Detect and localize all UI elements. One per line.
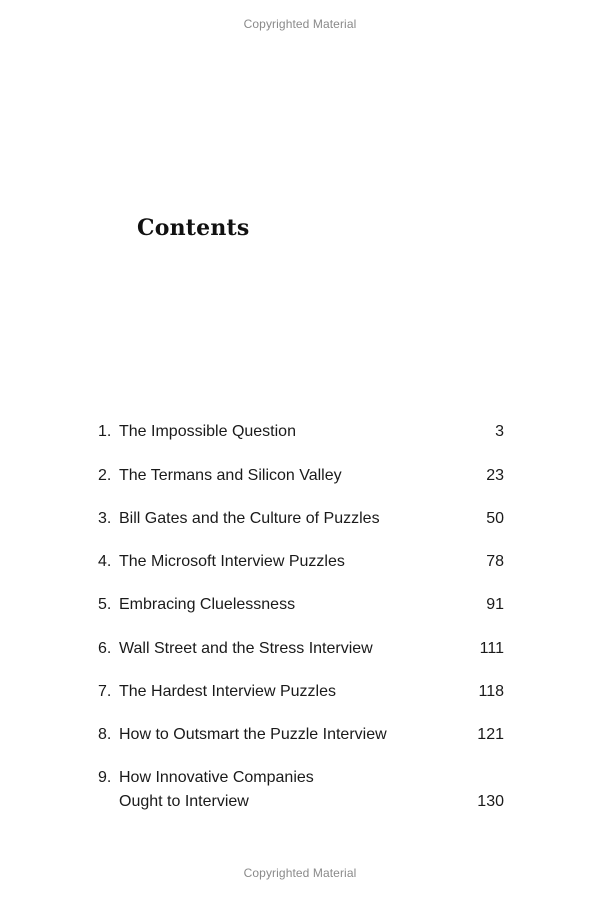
toc-entry-8[interactable] <box>98 725 504 745</box>
toc-entry-title: Bill Gates and the Culture of Puzzles <box>119 510 380 527</box>
toc-entry-9[interactable] <box>98 768 504 810</box>
toc-entry-number: 5. <box>98 596 112 613</box>
toc-entry-page: 50 <box>486 510 504 527</box>
toc-entry-number: 8. <box>98 726 112 743</box>
toc-entry-title: The Hardest Interview Puzzles <box>119 683 336 700</box>
toc-entry-6[interactable] <box>98 639 504 659</box>
toc-entry-title: The Impossible Question <box>119 423 296 440</box>
toc-entry-title: Wall Street and the Stress Interview <box>119 640 373 657</box>
toc-entry-page: 3 <box>495 423 504 440</box>
toc-entry-number: 1. <box>98 423 112 440</box>
toc-entry-number: 6. <box>98 640 112 657</box>
copyright-watermark-bottom: Copyrighted Material <box>243 866 357 880</box>
toc-entry-title: The Termans and Silicon Valley <box>119 467 342 484</box>
toc-entry-1[interactable] <box>98 422 504 442</box>
toc-entry-3[interactable] <box>98 509 504 529</box>
toc-entry-number: 9. <box>98 769 112 786</box>
copyright-watermark-top: Copyrighted Material <box>243 17 357 31</box>
toc-entry-page: 23 <box>486 467 504 484</box>
toc-entry-page: 111 <box>479 640 504 657</box>
toc-entry-page: 78 <box>486 553 504 570</box>
toc-entry-page: 121 <box>477 726 504 743</box>
toc-entry-title: How Innovative Companies <box>119 769 314 786</box>
toc-entry-7[interactable] <box>98 682 504 702</box>
toc-entry-page: 91 <box>486 596 504 613</box>
toc-entry-number: 2. <box>98 467 112 484</box>
toc-entry-number: 4. <box>98 553 112 570</box>
toc-entry-2[interactable] <box>98 466 504 486</box>
toc-entry-page: 118 <box>478 683 504 700</box>
page-title: Contents <box>137 215 250 241</box>
toc-entry-title: How to Outsmart the Puzzle Interview <box>119 726 387 743</box>
toc-entry-number: 7. <box>98 683 112 700</box>
toc-entry-4[interactable] <box>98 552 504 572</box>
toc-entry-title: Embracing Cluelessness <box>119 596 296 613</box>
toc-entry-number: 3. <box>98 510 112 527</box>
toc-entry-title: The Microsoft Interview Puzzles <box>119 553 345 570</box>
toc-entry-page: 130 <box>477 793 504 810</box>
toc-entry-5[interactable] <box>98 595 504 615</box>
toc-entry-title-line2: Ought to Interview <box>119 793 249 810</box>
